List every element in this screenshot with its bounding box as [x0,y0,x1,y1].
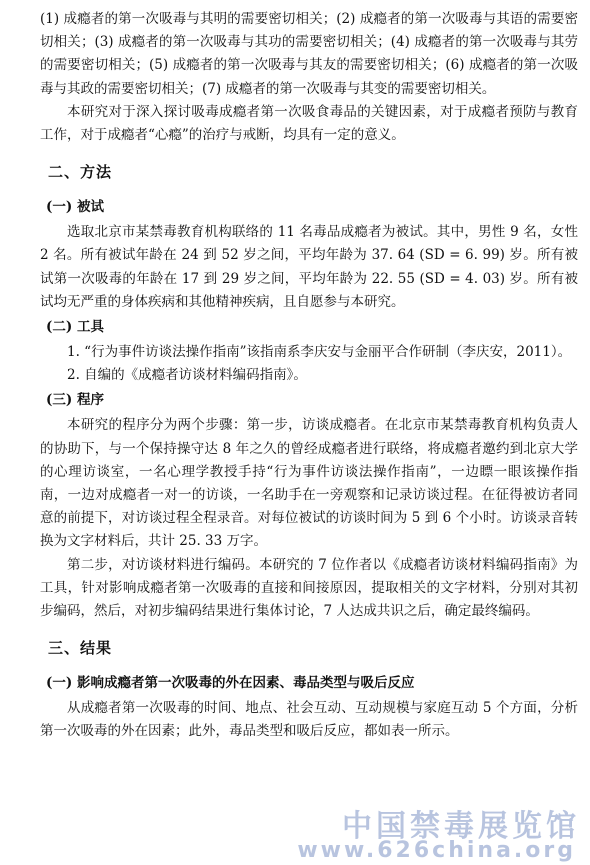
tools-item-2: 2. 自编的《成瘾者访谈材料编码指南》。 [67,367,307,384]
procedure-paragraph-1: 本研究的程序分为两个步骤：第一步，访谈成瘾者。在北京市某禁毒教育机构负责人的协助下，与一个保持操守达 8 年之久的曾经成瘾者进行联络，将成瘾者邀约到北京大学的心理访谈室，一名心理学教授手持“行为事件访谈法操作指南”，一边瞟一眼该操作指南，一边对成瘾者一对一的访谈，一名助手在一旁观察和记录访谈过程。在征得被访者同意的前提下，对访谈过程全程录音。对每位被试的访谈时间为 5 到 6 个小时。访谈录音转换为文字材料后，共计 25. 33 万字。 [40,417,578,550]
results-paragraph-1: 从成瘾者第一次吸毒的时间、地点、社会互动、互动规模与家庭互动 5 个方面，分析第一次吸毒的外在因素；此外，毒品类型和吸后反应，都如表一所示。 [40,700,578,740]
subjects-paragraph: 选取北京市某禁毒教育机构联络的 11 名毒品成瘾者为被试。其中，男性 9 名，女性 2 名。所有被试年龄在 24 到 52 岁之间，平均年龄为 37. 64 (SD = 6. 99) 岁。所有被试第一次吸毒的年龄在 17 到 29 岁之间，平均年龄为 22. 55 (SD = 4. 03) 岁。所有被试均无严重的身体疾病和其他精神疾病，且自愿参与本研究。 [40,224,578,310]
results-heading: 三、结果 [48,639,113,658]
procedure-heading: (三) 程序 [46,392,104,409]
document-body [40,8,578,744]
procedure-paragraph-2: 第二步，对访谈材料进行编码。本研究的 7 位作者以《成瘾者访谈材料编码指南》为工具，针对影响成瘾者第一次吸毒的直接和间接原因，提取相关的文字材料，分别对其初步编码，然后，对初步编码结果进行集体讨论，7 人达成共识之后，确定最终编码。 [40,556,578,620]
intro-continuation-paragraph: (1) 成瘾者的第一次吸毒与其明的需要密切相关；(2) 成瘾者的第一次吸毒与其语的需要密切相关；(3) 成瘾者的第一次吸毒与其功的需要密切相关；(4) 成瘾者的第一次吸毒与其劳的需要密切相关；(5) 成瘾者的第一次吸毒与其友的需要密切相关；(6) 成瘾者的第一次吸毒与其政的需要密切相关；(7) 成瘾者的第一次吸毒与其变的需要密切相关。 [40,11,578,97]
subjects-heading: (一) 被试 [46,199,104,216]
significance-paragraph: 本研究对于深入探讨吸毒成瘾者第一次吸食毒品的关键因素，对于成瘾者预防与教育工作，对于成瘾者“心瘾”的治疗与戒断，均具有一定的意义。 [40,103,578,144]
tools-item-1: 1. “行为事件访谈法操作指南”该指南系李庆安与金丽平合作研制（李庆安，2011）。 [67,344,572,361]
watermark-url: www.626china.org [297,838,576,863]
site-watermark [297,801,584,863]
results-subheading-1: (一) 影响成瘾者第一次吸毒的外在因素、毒品类型与吸后反应 [46,675,415,692]
watermark-title: 中国禁毒展览馆 [342,809,580,844]
methods-heading: 二、方法 [48,163,113,182]
tools-heading: (二) 工具 [46,319,104,336]
